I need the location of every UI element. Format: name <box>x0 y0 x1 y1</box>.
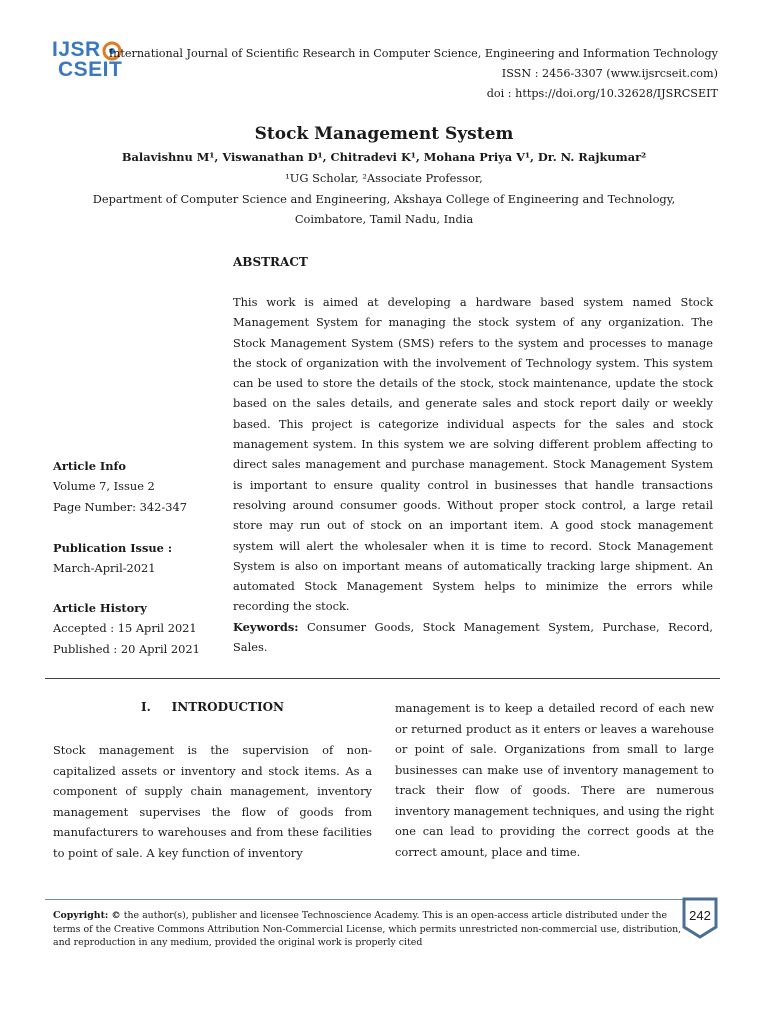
introduction-left-column: Stock management is the supervision of non-capitalized assets or inventory and stock items. As a component of supply chain management, inventory management supervises the flow of goods from manufacturers to warehouses and from these facilities to point of sale. A key function of inventory <box>53 743 372 860</box>
article-info-heading: Article Info <box>53 459 127 473</box>
publication-issue-heading: Publication Issue : <box>53 541 173 555</box>
article-volume: Volume 7, Issue 2 <box>53 479 155 494</box>
journal-name: International Journal of Scientific Research in Computer Science, Engineering and Information Technology <box>108 47 718 60</box>
keywords-text: Consumer Goods, Stock Management System, Purchase, Record, Sales. <box>233 619 714 655</box>
section-divider <box>45 678 720 679</box>
article-info <box>53 456 228 517</box>
location: Coimbatore, Tamil Nadu, India <box>294 212 474 226</box>
logo-text-cseit: CSEIT <box>58 58 123 81</box>
journal-doi: doi : https://doi.org/10.32628/IJSRCSEIT <box>486 87 718 100</box>
introduction-right-column: management is to keep a detailed record of each new or returned product as it enters or leaves a warehouse or point of sale. Organizations from small to large businesses can make use of inventory management to track their flow of goods. There are numerous inventory management techniques, and using the right one can lead to providing the correct goods at the correct amount, place and time. <box>395 701 714 859</box>
page-number: 242 <box>689 908 711 923</box>
author-roles: ¹UG Scholar, ²Associate Professor, <box>285 171 483 185</box>
journal-issn: ISSN : 2456-3307 (www.ijsrcseit.com) <box>501 67 718 80</box>
published-date: Published : 20 April 2021 <box>53 641 200 656</box>
copyright-label: Copyright: <box>53 910 109 921</box>
copyright-notice <box>53 909 683 950</box>
logo-text-ijsr: IJSR <box>52 38 101 61</box>
article-pages: Page Number: 342-347 <box>53 499 187 514</box>
page-number-badge <box>682 897 718 939</box>
publication-issue-value: March-April-2021 <box>53 561 156 576</box>
paper-authors: Balavishnu M¹, Viswanathan D¹, Chitradevi K¹, Mohana Priya V¹, Dr. N. Rajkumar² <box>121 150 647 164</box>
paper-title: Stock Management System <box>254 124 514 144</box>
accepted-date: Accepted : 15 April 2021 <box>53 621 197 636</box>
journal-header <box>109 44 718 104</box>
introduction-heading: I. INTRODUCTION <box>140 700 284 714</box>
publication-issue <box>53 538 228 579</box>
article-history <box>53 598 228 659</box>
copyright-symbol: © <box>111 910 121 921</box>
abstract-text: This work is aimed at developing a hardware based system named Stock Management System for managing the stock system of any organization. The Stock Management System (SMS) refers to the system and processes to manage the stock of organization with the involvement of Technology system. This system can be used to store the details of the stock, stock maintenance, update the stock based on the sales details, and generate sales and stock report daily or weekly based. This project is categorize individual aspects for the sales and stock management system. In this system we are solving different problem affecting to direct sales management and purchase management. Stock Management System is important to ensure quality control in businesses that handle transactions resolving around consumer goods. Without proper stock control, a large retail store may run out of stock on an important item. A good stock management system will alert the wholesaler when it is time to record. Stock Management System is also on important means of automatically tracking large shipment. An automated Stock Management System helps to minimize the errors while recording the stock. <box>233 295 713 614</box>
copyright-text: the author(s), publisher and licensee Technoscience Academy. This is an open-access article distributed under the terms of the Creative Commons Attribution Non-Commercial License, which permits unrestricted non-commercial use, distribution, and reproduction in any medium, provided the original work is properly cited <box>53 910 682 948</box>
affiliations <box>0 168 768 230</box>
keywords-label: Keywords: <box>233 619 299 634</box>
department: Department of Computer Science and Engineering, Akshaya College of Engineering and Technology, <box>92 191 676 206</box>
article-history-heading: Article History <box>53 601 147 615</box>
abstract-heading: ABSTRACT <box>233 255 308 269</box>
abstract-body <box>233 292 713 657</box>
footer-divider <box>45 899 685 900</box>
